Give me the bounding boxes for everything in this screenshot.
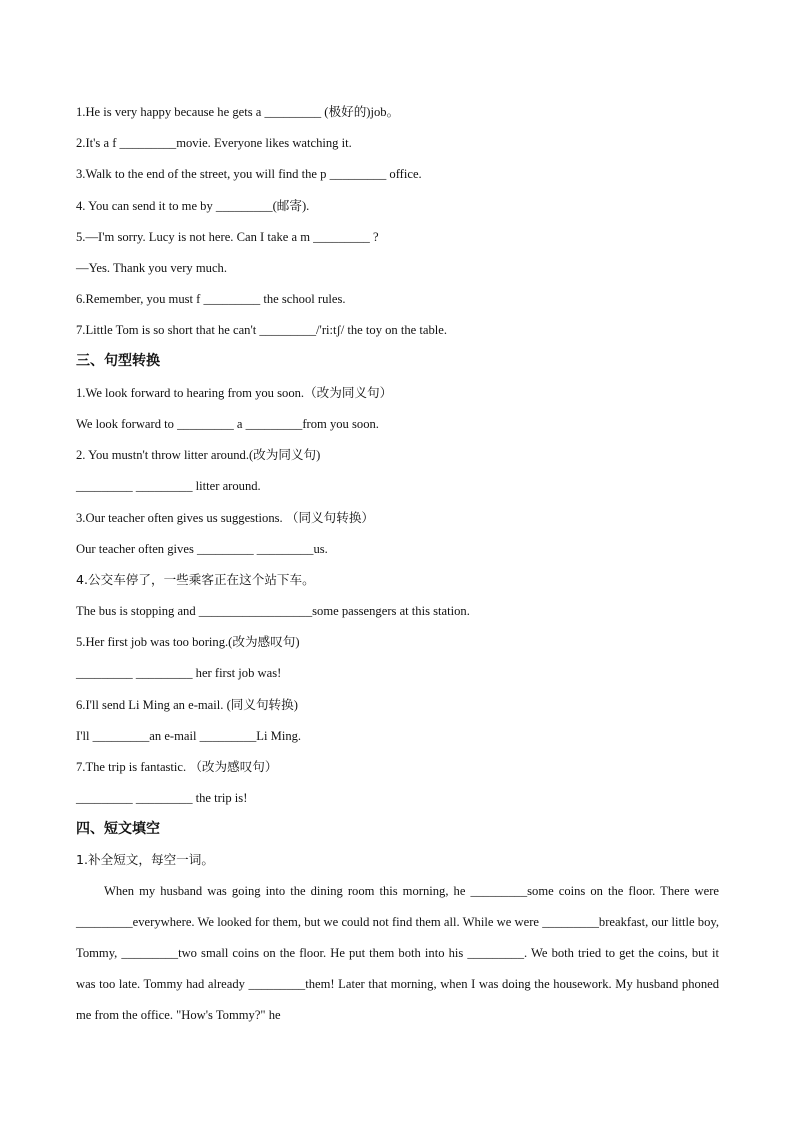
part3-answer-3: Our teacher often gives _________ _________us. [76, 542, 328, 556]
part3-question-2: 2. You mustn't throw litter around.(改为同义句) [76, 448, 321, 462]
part3-answer-1: We look forward to _________ a _________from you soon. [76, 417, 379, 431]
part2-item-7: 7.Little Tom is so short that he can't _________/'ri:tʃ/ the toy on the table. [76, 323, 448, 337]
part4-heading: 四、短文填空 [76, 821, 160, 837]
part2-item-5: 5.—I'm sorry. Lucy is not here. Can I take a m _________ ? [76, 230, 379, 244]
part2-item-4: 4. You can send it to me by _________(邮寄). [76, 199, 310, 213]
part3-question-5: 5.Her first job was too boring.(改为感叹句) [76, 635, 300, 649]
part3-answer-7: _________ _________ the trip is! [76, 791, 248, 805]
part2-item-6: 6.Remember, you must f _________ the school rules. [76, 292, 346, 306]
part3-question-1: 1.We look forward to hearing from you soon.（改为同义句） [76, 386, 393, 400]
part3-answer-4: The bus is stopping and __________________some passengers at this station. [76, 604, 470, 618]
part3-question-6: 6.I'll send Li Ming an e-mail. (同义句转换) [76, 698, 298, 712]
part2-item-1: 1.He is very happy because he gets a _________ (极好的)job。 [76, 105, 400, 119]
part3-question-7: 7.The trip is fantastic. （改为感叹句） [76, 760, 278, 774]
part3-question-3: 3.Our teacher often gives us suggestions. （同义句转换） [76, 511, 375, 525]
part3-heading: 三、句型转换 [76, 353, 160, 369]
part4-instruction: 1.补全短文，每空一词。 [76, 852, 214, 867]
part2-item-2: 2.It's a f _________movie. Everyone likes watching it. [76, 136, 352, 150]
part3-answer-2: _________ _________ litter around. [76, 479, 261, 493]
part4-passage [76, 876, 719, 1031]
part3-answer-5: _________ _________ her first job was! [76, 666, 282, 680]
part2-item-5-answer: —Yes. Thank you very much. [76, 261, 228, 275]
part3-question-4: 4.公交车停了，一些乘客正在这个站下车。 [76, 572, 315, 587]
part2-item-3: 3.Walk to the end of the street, you will find the p _________ office. [76, 167, 422, 181]
part3-answer-6: I'll _________an e-mail _________Li Ming. [76, 729, 302, 743]
part4-passage-text: When my husband was going into the dining room this morning, he _________some coins on the floor. There were _________everywhere. We looked for them, but we could not find them all. While we were _________breakfast, our little boy, Tommy, _________two small coins on the floor. He put them both into his _________. We both tried to get the coins, but it was too late. Tommy had already _________them! Later that morning, when I was doing the housework. My husband phoned me from the office. "How's Tommy?" he [76, 884, 719, 1022]
